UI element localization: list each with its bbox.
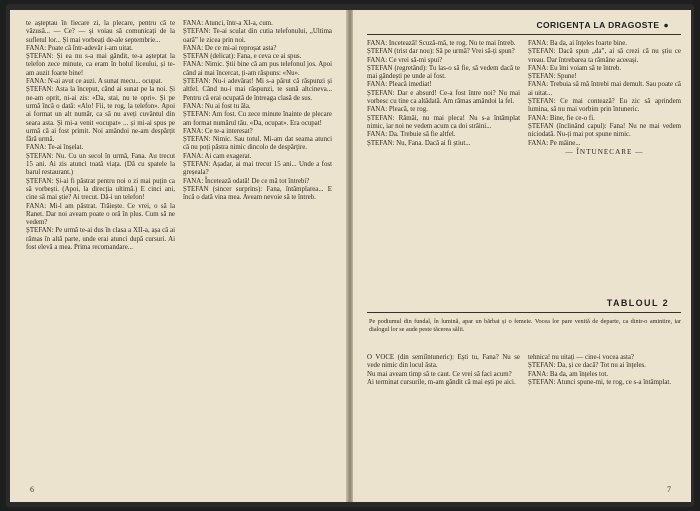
dialogue-line: FANA: Pleacă imediat!	[367, 81, 432, 89]
dialogue-line: ȘTEFAN: Nimic. Sau totul. Mi-am dat seama atunci că nu poți păstra nimic dincolo de despărțire.	[183, 136, 332, 152]
dialogue-line: ȘTEFAN: Nu. Cu un secol în urmă, Fana. Au trecut 15 ani. Ai zis atunci toată viața. (Dă cu spatele la barul restaurant.)	[26, 152, 175, 177]
dialogue-line: te așteptau în fiecare zi, la plecare, pentru că te văzusă... — Ce? — și voiau să comunicați de la sufletul lor... Și mai vorbeați de-ale septembrie...	[26, 20, 175, 44]
open-book	[6, 4, 694, 507]
left-column-2	[183, 20, 332, 458]
dialogue-line: ȘTEFAN (regretând): Tu las-o să fie, să vedem dacă te mai gândești pe unde ai fost.	[367, 64, 520, 81]
dialogue-line: ȘTEFAN: Nu-i adevărat! Mi s-a părut că răspunzi și altfel. Când nu-i mai răspunzi, te sună altcineva... Pentru că erai ocupată de întreaga clasă de sus.	[183, 78, 332, 102]
dialogue-line: ȘTEFAN: Așadar, ai mai trecut 15 ani... Unde a fost greșeala?	[183, 161, 332, 177]
tableau-divider	[367, 312, 681, 313]
right-column-2	[528, 40, 681, 292]
dialogue-line: FANA: Ce vrei să-mi spui?	[367, 56, 443, 64]
dialogue-line: FANA: Trebuia să mă întrebi mai demult. Sau poate că ai uitat...	[528, 81, 681, 97]
tableau-heading: TABLOUL 2	[606, 298, 669, 308]
dialogue-line: ȘTEFAN: Dar e absurd! Ce-a fost între noi? Nu mai vorbesc cu tine ca altădată. Am rămas amândoi la fel.	[367, 89, 520, 106]
dialogue-line: FANA: Ce te-a interesat?	[183, 127, 253, 135]
dialogue-line: ȘTEFAN: Spune!	[528, 73, 577, 81]
page-number-left: 6	[30, 485, 34, 494]
right-bottom-column-2	[528, 354, 681, 488]
right-page-top-columns	[367, 40, 681, 292]
running-header	[536, 20, 669, 30]
dialogue-line: ȘTEFAN: Pe urmă te-ai dus în clasa a XII-a, așa că ai rămas în altă parte, unde erai atunci după cursuri. Ai fost elevă a mea. Prima recomandare...	[26, 227, 175, 252]
dialogue-line: ȘTEFAN: Nu, Fana. Dacă ai fi știut...	[367, 139, 471, 147]
dialogue-line: Ai terminat cursurile, m-am gândit că mai ești pe aici.	[367, 378, 516, 386]
dialogue-line: FANA: Eu îmi voiam să te întreb.	[528, 64, 622, 72]
dialogue-line: ȘTEFAN: Da, și ce dacă? Tot nu ai înțeles.	[528, 362, 646, 370]
dialogue-line: ȘTEFAN (înclinând capul): Fana! Nu ne mai vedem niciodată. Nu-ți mai pot spune nimic.	[528, 122, 681, 139]
dialogue-line: Nu mai aveam timp să te caut. Ce vrei să faci acum?	[367, 370, 512, 378]
right-page	[352, 10, 691, 502]
dialogue-line: FANA: Încetează odată! De ce mă tot întrebi?	[183, 177, 310, 185]
bullet-icon: ●	[663, 20, 669, 30]
dialogue-line: FANA: Bine, fie ce-o fi.	[528, 114, 595, 122]
dialogue-line: FANA: Încetează! Scuză-mă, te rog. Nu te mai întreb.	[367, 40, 516, 47]
dialogue-line: ȘTEFAN (delicat): Fana, e ceva ce ai spus.	[183, 53, 302, 61]
dialogue-line: FANA: Nimic. Știi bine că am pus telefonul jos. Apoi când ai mai încercat, ți-am răspuns: «Nu».	[183, 61, 332, 77]
right-bottom-column-1	[367, 354, 520, 488]
dialogue-line: ȘTEFAN: Atunci spune-mi, te rog, ce s-a întâmplat.	[528, 378, 672, 386]
left-column-1	[26, 20, 175, 458]
dialogue-line: FANA: Ba da, ai înțeles foarte bine.	[528, 40, 627, 47]
dialogue-line: ȘTEFAN: Și-ai fi păstrat pentru noi o zi mai puțin ca să vorbești. (Apoi, la direcția ultimă.) E cinci ani, cine să mai știe? Ai trecut. Dă-i un telefon!	[26, 177, 175, 202]
left-page-columns	[26, 20, 332, 458]
left-page	[10, 10, 349, 502]
dialogue-line: ȘTEFAN: Dacă spun „da”, ai să crezi că nu știu ce vreau. Dar întrebarea ta rămâne aceeași.	[528, 48, 681, 64]
dialogue-line: ȘTEFAN (sincer surprins): Fana, întâmplarea... E încă o dată vina mea. Aveam nevoie să te întreb.	[183, 185, 332, 202]
header-divider	[367, 34, 681, 35]
dialogue-line: O VOCE (din semiîntuneric): Ești tu, Fana? Nu se vede nimic din locul ăsta.	[367, 354, 520, 370]
dialogue-line: FANA: Atunci, într-a XI-a, cum.	[183, 20, 273, 27]
stage-direction: Pe podiumul din fundal, în lumină, apar un bărbat și o femeie. Vocea lor pare venită de departe, ca dintr-o amintire, iar dialogul lor se aude peste tăcerea sălii.	[369, 318, 681, 333]
dialogue-line: FANA: De ce mi-ai reproșat asta?	[183, 44, 277, 52]
dialogue-line: ȘTEFAN: Ce mai contează? Eu zic să aprindem lumina, să nu mai vorbim prin întuneric.	[528, 98, 681, 114]
dialogue-line: FANA: Nu ai fost tu ăla.	[183, 102, 251, 110]
dialogue-line: FANA: Te-ai înșelat.	[26, 144, 84, 152]
dialogue-line: tehnica! nu uitați — cine-i vocea asta?	[528, 354, 634, 361]
dialogue-line: ȘTEFAN: Asta la început, când ai sunat pe la noi. Și ne-am oprit, ni-ai zis: «Da, stai, nu te opri». Și pe urmă încă o dată: «Alo! Fii, te rog, la telefon». Apoi ai format un alt număr, ca să nu aveți cuvântul din seara asta. Și mi-a venit «ocupat» ... și mi-ai spus pe urmă că ai fost primit. Noi amândoi ne-am despărțit fără urmă.	[26, 86, 175, 144]
dialogue-line: FANA: Mi-l am păstrat. Trăiește. Ce vrei, o să la Ranet. Dar noi aveam poate o oră în plus. Cum să ne vedem?	[26, 202, 175, 227]
dialogue-line: FANA: Pe mâine...	[528, 139, 581, 147]
right-column-1	[367, 40, 520, 292]
dialogue-line: ȘTEFAN: Și ea nu s-a mai gândit, te-a așteptat la telefon zece minute, ca eram în holul liceului, și te-am auzit foarte bine!	[26, 53, 175, 77]
dialogue-line: ȘTEFAN: Am fost. Cu zece minute înainte de plecare am format numărul tău. «Da, ocupat». Era ocupat!	[183, 111, 332, 127]
right-page-bottom-columns	[367, 354, 681, 488]
dialogue-line: FANA: N-ai avut ce auzi. A sunat mecu... ocupat.	[26, 78, 163, 86]
dialogue-line: ȘTEFAN: Rămâi, nu mai pleca! Nu s-a întâmplat nimic, iar noi ne vedem acum ca doi străini...	[367, 114, 520, 130]
dialogue-line: ȘTEFAN: Te-ai sculat din cutia telefonului, „Ultima oară” le zicea prin noi.	[183, 28, 332, 44]
header-title: CORIGENȚA LA DRAGOSTE	[536, 20, 660, 30]
dialogue-line: FANA: Poate că într-adevăr i-am uitat.	[26, 44, 133, 52]
scene-end-marker: — ÎNTUNECARE —	[565, 147, 644, 156]
dialogue-line: FANA: Pleacă, te rog.	[367, 106, 428, 114]
dialogue-line: FANA: Da. Trebuie să fie altfel.	[367, 131, 456, 139]
dialogue-line: FANA: Ai cam exagerat.	[183, 152, 252, 160]
page-number-right: 7	[667, 485, 671, 494]
dialogue-line: FANA: Ba da, am înțeles tot.	[528, 370, 609, 378]
dialogue-line: ȘTEFAN (trist dar nou): Să pe urmă? Vrei să-ți spun?	[367, 48, 515, 56]
